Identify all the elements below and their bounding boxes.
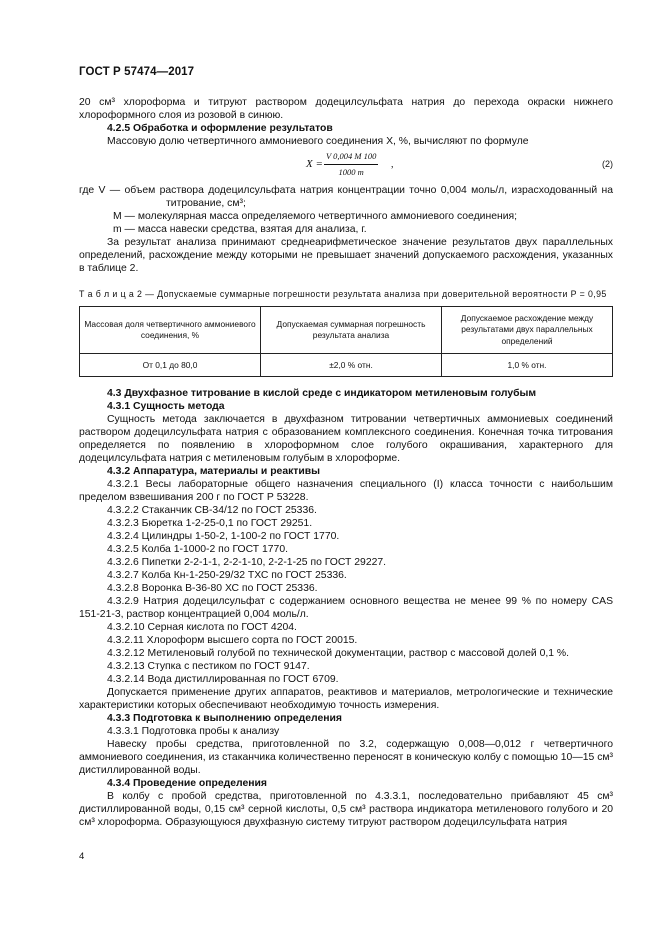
table-caption: Т а б л и ц а 2 — Допускаемые суммарные погрешности результата анализа при доверительной вероятности P = 0,95 [79,289,607,299]
table-header-cell: Допускаемое расхождение между результатами двух параллельных определений [442,307,613,354]
table-2 [79,306,613,377]
standard-header: ГОСТ Р 57474—2017 [79,66,195,78]
formula-numerator: V 0,004 M 100 [324,150,378,165]
section-4-3-4-text: В колбу с пробой средства, приготовленной по 4.3.3.1, последовательно прибавляют 45 см³ дистиллированной воды, 0,15 см³ серной кислоты, 0,5 см³ раствора индикатора метиленового голубого и 20 см³ хлороформа. Образующуюся двухфазную систему титруют раствором додецилсульфата натрия [79,791,613,828]
item-4-3-2-3: 4.3.2.3 Бюретка 1-2-25-0,1 по ГОСТ 29251. [107,518,313,529]
item-4-3-2-1: 4.3.2.1 Весы лабораторные общего назначения специального (I) класса точности с наибольшим пределом взвешивания 200 г по ГОСТ Р 53228. [79,479,613,503]
section-4-3-2-note: Допускается применение других аппаратов, реактивов и материалов, метрологические и технические характеристики которых обеспечивают необходимую точность измерения. [79,687,613,711]
page-number: 4 [79,851,85,862]
table-cell: От 0,1 до 80,0 [80,354,261,377]
section-4-3-2-title: 4.3.2 Аппаратура, материалы и реактивы [107,466,321,477]
item-4-3-2-12: 4.3.2.12 Метиленовый голубой по технической документации, раствор с массовой долей 0,1 %. [107,648,570,659]
item-4-3-2-6: 4.3.2.6 Пипетки 2-2-1-1, 2-2-1-10, 2-2-1-25 по ГОСТ 29227. [107,557,387,568]
table-cell: ±2,0 % отн. [261,354,442,377]
section-4-3-title: 4.3 Двухфазное титрование в кислой среде с индикатором метиленовым голубым [107,388,537,399]
section-4-3-1-title: 4.3.1 Сущность метода [107,401,225,412]
formula-denominator: 1000 m [338,167,364,177]
table-header-row [80,307,613,354]
formula-lhs: X = [306,158,323,170]
table-header-cell: Допускаемая суммарная погрешность результата анализа [261,307,442,354]
intro-paragraph: 20 см³ хлороформа и титруют раствором додецилсульфата натрия до перехода окраски нижнего хлороформного слоя из розовой в синюю. [79,97,613,121]
section-4-3-3-title: 4.3.3 Подготовка к выполнению определения [107,713,342,724]
definition-m: m — масса навески средства, взятая для анализа, г. [113,224,367,235]
item-4-3-2-10: 4.3.2.10 Серная кислота по ГОСТ 4204. [107,622,297,633]
table-header-cell: Массовая доля четвертичного аммониевого соединения, % [80,307,261,354]
table-row [80,354,613,377]
item-4-3-2-7: 4.3.2.7 Колба Кн-1-250-29/32 ТХС по ГОСТ 25336. [107,570,347,581]
item-4-3-2-13: 4.3.2.13 Ступка с пестиком по ГОСТ 9147. [107,661,310,672]
item-4-3-2-9: 4.3.2.9 Натрия додецилсульфат с содержанием основного вещества не менее 99 % по номеру CAS 151-21-3, раствор концентрацией 0,004 моль/л. [79,596,613,620]
result-paragraph: За результат анализа принимают среднеарифметическое значение результатов двух параллельных определений, расхождение между которыми не превышает значений допускаемого расхождения, указанных в таблице 2. [79,237,613,274]
item-4-3-2-11: 4.3.2.11 Хлороформ высшего сорта по ГОСТ 20015. [107,635,358,646]
formula-intro: Массовую долю четвертичного аммониевого соединения X, %, вычисляют по формуле [107,136,529,147]
definition-M: M — молекулярная масса определяемого четвертичного аммониевого соединения; [113,211,518,222]
section-4-3-4-title: 4.3.4 Проведение определения [107,778,267,789]
body-text [79,96,613,829]
formula-fraction [324,150,378,179]
formula-2 [79,150,613,180]
item-4-3-2-2: 4.3.2.2 Стаканчик СВ-34/12 по ГОСТ 25336. [107,505,317,516]
section-4-3-1-text: Сущность метода заключается в двухфазном титровании четвертичных аммониевых соединений раствором додецилсульфата натрия с образованием комплексного соединения. Конечная точка титрования определяется по появлению в хлороформном слое голубого окрашивания, характерного для додецилсульфата натрия с метиленовым голубым в хлороформе. [79,414,613,464]
item-4-3-2-5: 4.3.2.5 Колба 1-1000-2 по ГОСТ 1770. [107,544,288,555]
formula-comma: , [391,159,394,170]
formula-number: (2) [602,159,613,169]
item-4-3-3-1: 4.3.3.1 Подготовка пробы к анализу [107,726,280,737]
section-4-2-5-title: 4.2.5 Обработка и оформление результатов [107,123,333,134]
item-4-3-2-4: 4.3.2.4 Цилиндры 1-50-2, 1-100-2 по ГОСТ 1770. [107,531,340,542]
table-cell: 1,0 % отн. [442,354,613,377]
item-4-3-2-8: 4.3.2.8 Воронка В-36-80 ХС по ГОСТ 25336. [107,583,318,594]
definition-v: где V — объем раствора додецилсульфата натрия концентрации точно 0,004 моль/л, израсходованный на титрование, см³; [79,185,613,209]
item-4-3-2-14: 4.3.2.14 Вода дистиллированная по ГОСТ 6709. [107,674,339,685]
section-4-3-3-text: Навеску пробы средства, приготовленной по 3.2, содержащую 0,008—0,012 г четвертичного аммониевого соединения, из стаканчика количественно переносят в коническую колбу с помощью 10—15 см³ дистиллированной воды. [79,739,613,776]
